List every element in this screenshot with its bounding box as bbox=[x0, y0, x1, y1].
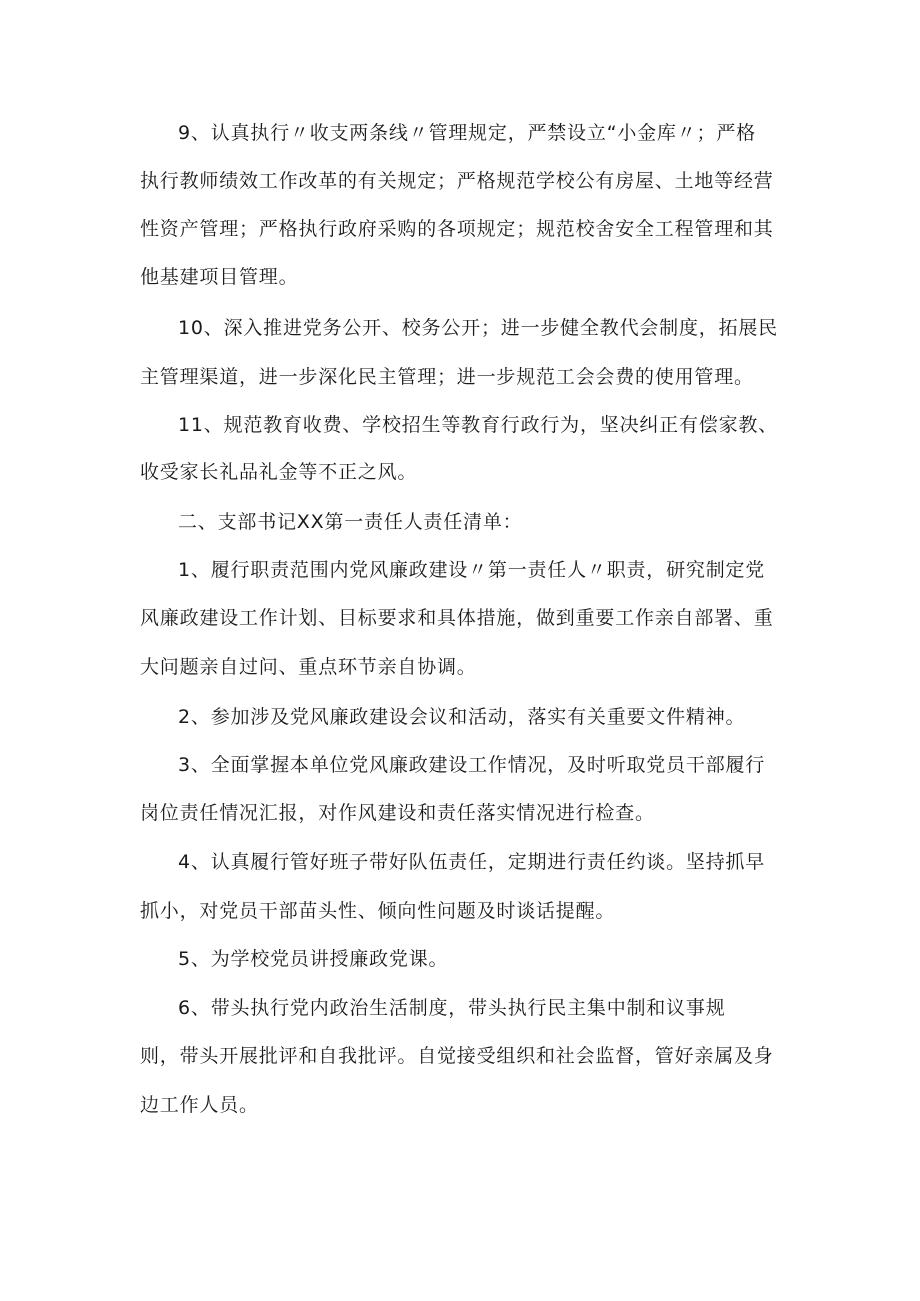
text-line: 5、为学校党员讲授廉政党课。 bbox=[178, 948, 449, 970]
text-line: 性资产管理；严格执行政府采购的各项规定；规范校舍安全工程管理和其 bbox=[140, 218, 774, 240]
text-line: 则，带头开展批评和自我批评。自觉接受组织和社会监督，管好亲属及身 bbox=[140, 1045, 774, 1067]
text-line: 大问题亲自过问、重点环节亲自协调。 bbox=[140, 656, 477, 678]
text-line: 执行教师绩效工作改革的有关规定；严格规范学校公有房屋、土地等经营 bbox=[140, 170, 774, 192]
text-line: 岗位责任情况汇报，对作风建设和责任落实情况进行检查。 bbox=[140, 802, 655, 824]
text-line: 2、参加涉及党风廉政建设会议和活动，落实有关重要文件精神。 bbox=[178, 706, 746, 728]
text-line: 9、认真执行〃收支两条线〃管理规定，严禁设立“小金库〃；严格 bbox=[178, 122, 756, 144]
text-line: 主管理渠道，进一步深化民主管理；进一步规范工会会费的使用管理。 bbox=[140, 366, 754, 388]
text-line: 收受家长礼品礼金等不正之风。 bbox=[140, 461, 418, 483]
text-line: 3、全面掌握本单位党风廉政建设工作情况，及时听取党员干部履行 bbox=[178, 754, 766, 776]
text-line: 11、规范教育收费、学校招生等教育行政行为，坚决纠正有偿家教、 bbox=[178, 414, 778, 436]
text-line: 1、履行职责范围内党风廉政建设〃第一责任人〃职责，研究制定党 bbox=[178, 559, 766, 581]
text-line: 6、带头执行党内政治生活制度，带头执行民主集中制和议事规 bbox=[178, 997, 726, 1019]
text-line: 他基建项目管理。 bbox=[140, 266, 299, 288]
section-heading: 二、支部书记XX第一责任人责任清单： bbox=[178, 511, 523, 533]
text-line: 抓小，对党员干部苗头性、倾向性问题及时谈话提醒。 bbox=[140, 900, 616, 922]
text-line: 10、深入推进党务公开、校务公开；进一步健全教代会制度，拓展民 bbox=[178, 317, 778, 339]
text-line: 风廉政建设工作计划、目标要求和具体措施，做到重要工作亲自部署、重 bbox=[140, 607, 774, 629]
text-line: 4、认真履行管好班子带好队伍责任，定期进行责任约谈。坚持抓早 bbox=[178, 851, 766, 873]
text-line: 边工作人员。 bbox=[140, 1094, 259, 1116]
